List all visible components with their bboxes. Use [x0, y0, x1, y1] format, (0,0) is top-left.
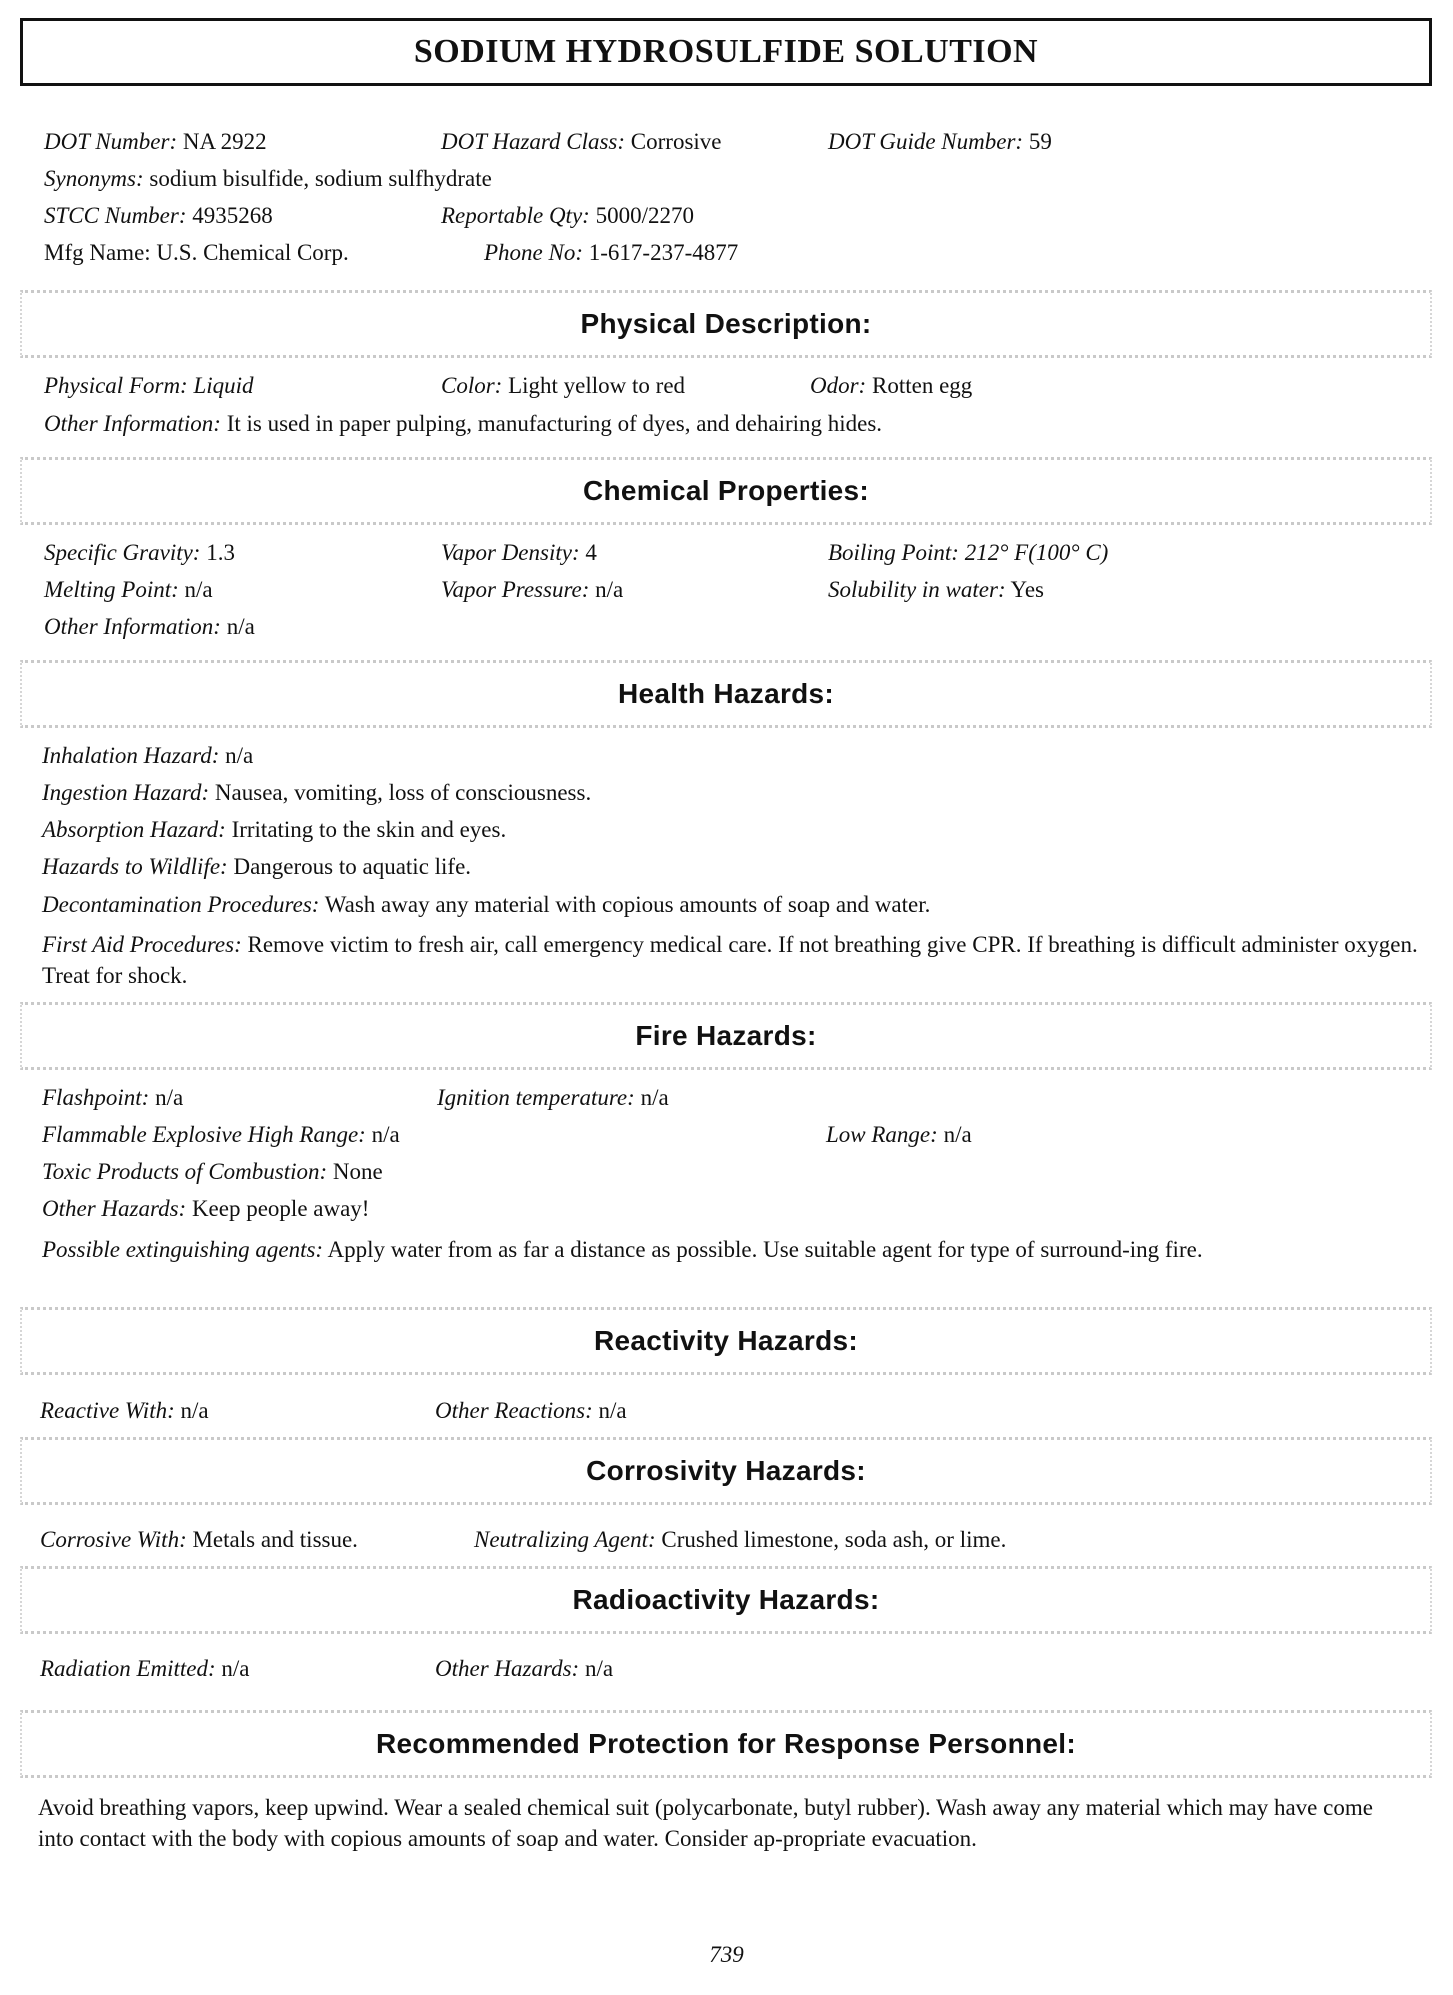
page-title: SODIUM HYDROSULFIDE SOLUTION [413, 33, 1039, 70]
radioactivity-other-hazards-value: n/a [579, 1656, 614, 1681]
dot-guide-number-label: DOT Guide Number: [828, 129, 1024, 154]
phone [484, 239, 738, 267]
neutralizing-agent-value: Crushed limestone, soda ash, or lime. [655, 1527, 1007, 1552]
absorption-hazard [42, 816, 506, 844]
extinguishing-agents-value: Apply water from as far a distance as possible. Use suitable agent for type of surround-ing fire. [323, 1237, 1203, 1262]
toxic-products-value: None [327, 1159, 383, 1184]
toxic-products [42, 1158, 383, 1186]
neutralizing-agent-label: Neutralizing Agent: [474, 1527, 656, 1552]
protection-heading: Recommended Protection for Response Personnel: [376, 1728, 1076, 1759]
flammable-high-range [42, 1121, 400, 1149]
absorption-hazard-value: Irritating to the skin and eyes. [225, 817, 507, 842]
health-hazards-heading: Health Hazards: [617, 678, 835, 709]
physical-other-info-label: Other Information: [44, 411, 221, 436]
chemical-properties-band [20, 457, 1432, 525]
reactivity-hazards-band [20, 1307, 1432, 1375]
specific-gravity [44, 539, 235, 567]
flashpoint-label: Flashpoint: [42, 1085, 150, 1110]
solubility [828, 576, 1044, 604]
melting-point-label: Melting Point: [44, 577, 179, 602]
mfg-name [44, 239, 349, 267]
odor [810, 372, 972, 400]
first-aid-value: Remove victim to fresh air, call emergency medical care. If not breathing give CPR. If breathing is difficult administer oxygen. Treat for shock. [42, 932, 1418, 988]
physical-form [44, 372, 254, 400]
melting-point [44, 576, 213, 604]
health-hazards-band [20, 660, 1432, 728]
vapor-density-value: 4 [579, 540, 597, 565]
inhalation-hazard-value: n/a [219, 743, 254, 768]
inhalation-hazard [42, 742, 253, 770]
physical-other-info [44, 410, 882, 438]
phone-value: 1-617-237-4877 [583, 240, 739, 265]
physical-description-heading: Physical Description: [580, 308, 872, 339]
corrosivity-hazards-heading: Corrosivity Hazards: [586, 1455, 866, 1486]
dot-number [44, 128, 267, 156]
ignition-temperature-value: n/a [634, 1085, 669, 1110]
neutralizing-agent [474, 1526, 1006, 1554]
boiling-point-label: Boiling Point: 212° F(100° C) [828, 540, 1109, 565]
specific-gravity-value: 1.3 [200, 540, 235, 565]
specific-gravity-label: Specific Gravity: [44, 540, 201, 565]
radiation-emitted-value: n/a [215, 1656, 250, 1681]
color-value: Light yellow to red [502, 373, 686, 398]
low-range-value: n/a [937, 1122, 972, 1147]
synonyms-label: Synonyms: [44, 166, 144, 191]
reactive-with [40, 1397, 209, 1425]
title-box [20, 18, 1432, 86]
flashpoint [42, 1084, 183, 1112]
ingestion-hazard [42, 779, 591, 807]
corrosive-with-label: Corrosive With: [40, 1527, 187, 1552]
chemical-other-info [44, 613, 255, 641]
chemical-other-info-label: Other Information: [44, 614, 221, 639]
vapor-pressure-label: Vapor Pressure: [441, 577, 590, 602]
dot-hazard-class [441, 128, 722, 156]
corrosive-with [40, 1526, 358, 1554]
absorption-hazard-label: Absorption Hazard: [42, 817, 226, 842]
page-number: 739 [709, 1942, 744, 1967]
chemical-other-info-value: n/a [220, 614, 255, 639]
dot-guide-number [828, 128, 1052, 156]
other-fire-hazards [42, 1195, 369, 1223]
ingestion-hazard-value: Nausea, vomiting, loss of consciousness. [209, 780, 592, 805]
phone-label: Phone No: [484, 240, 584, 265]
reportable-qty-label: Reportable Qty: [441, 203, 590, 228]
decontamination-value: Wash away any material with copious amounts of soap and water. [319, 892, 931, 917]
dot-guide-number-value: 59 [1023, 129, 1052, 154]
boiling-point [828, 539, 1108, 567]
extinguishing-agents [42, 1234, 1422, 1265]
synonyms-value: sodium bisulfide, sodium sulfhydrate [143, 166, 492, 191]
radiation-emitted [40, 1655, 250, 1683]
corrosivity-hazards-band [20, 1437, 1432, 1505]
reportable-qty [441, 202, 694, 230]
other-reactions-value: n/a [592, 1398, 627, 1423]
solubility-label: Solubility in water: [828, 577, 1006, 602]
vapor-density-label: Vapor Density: [441, 540, 580, 565]
ignition-temperature [437, 1084, 669, 1112]
radioactivity-other-hazards [435, 1655, 613, 1683]
corrosive-with-value: Metals and tissue. [186, 1527, 358, 1552]
physical-other-info-value: It is used in paper pulping, manufacturing of dyes, and dehairing hides. [220, 411, 883, 436]
extinguishing-agents-label: Possible extinguishing agents: [42, 1237, 324, 1262]
melting-point-value: n/a [178, 577, 213, 602]
synonyms [44, 165, 492, 193]
other-reactions-label: Other Reactions: [435, 1398, 593, 1423]
stcc-number-value: 4935268 [186, 203, 273, 228]
dot-hazard-class-label: DOT Hazard Class: [441, 129, 626, 154]
wildlife-hazard-value: Dangerous to aquatic life. [227, 854, 472, 879]
radiation-emitted-label: Radiation Emitted: [40, 1656, 216, 1681]
solubility-value: Yes [1005, 577, 1044, 602]
odor-value: Rotten egg [866, 373, 973, 398]
inhalation-hazard-label: Inhalation Hazard: [42, 743, 220, 768]
mfg-name-value: Mfg Name: U.S. Chemical Corp. [44, 240, 349, 265]
reactivity-hazards-heading: Reactivity Hazards: [593, 1325, 859, 1356]
color-label: Color: [441, 373, 503, 398]
physical-form-label: Physical Form: Liquid [44, 373, 254, 398]
vapor-density [441, 539, 597, 567]
dot-hazard-class-value: Corrosive [625, 129, 722, 154]
protection-band [20, 1710, 1432, 1778]
wildlife-hazard [42, 853, 471, 881]
physical-description-band [20, 290, 1432, 358]
stcc-number-label: STCC Number: [44, 203, 187, 228]
decontamination [42, 891, 930, 919]
fire-hazards-heading: Fire Hazards: [635, 1020, 817, 1051]
first-aid-label: First Aid Procedures: [42, 932, 242, 957]
dot-number-label: DOT Number: [44, 129, 178, 154]
decontamination-label: Decontamination Procedures: [42, 892, 320, 917]
radioactivity-other-hazards-label: Other Hazards: [435, 1656, 580, 1681]
low-range [826, 1121, 972, 1149]
radioactivity-hazards-heading: Radioactivity Hazards: [572, 1584, 880, 1615]
wildlife-hazard-label: Hazards to Wildlife: [42, 854, 228, 879]
chemical-properties-heading: Chemical Properties: [582, 475, 870, 506]
first-aid [42, 929, 1422, 991]
other-fire-hazards-label: Other Hazards: [42, 1196, 187, 1221]
color [441, 372, 685, 400]
flammable-high-range-label: Flammable Explosive High Range: [42, 1122, 366, 1147]
vapor-pressure-value: n/a [589, 577, 624, 602]
other-reactions [435, 1397, 627, 1425]
reactive-with-value: n/a [174, 1398, 209, 1423]
ignition-temperature-label: Ignition temperature: [437, 1085, 635, 1110]
protection-text: Avoid breathing vapors, keep upwind. Wear a sealed chemical suit (polycarbonate, butyl rubber). Wash away any material which may have come into contact with the body with copious amounts of soap and water. Consider ap-propriate evacuation. [38, 1795, 1373, 1851]
flammable-high-range-value: n/a [365, 1122, 400, 1147]
dot-number-value: NA 2922 [177, 129, 267, 154]
reactive-with-label: Reactive With: [40, 1398, 175, 1423]
toxic-products-label: Toxic Products of Combustion: [42, 1159, 328, 1184]
odor-label: Odor: [810, 373, 867, 398]
other-fire-hazards-value: Keep people away! [186, 1196, 370, 1221]
ingestion-hazard-label: Ingestion Hazard: [42, 780, 210, 805]
reportable-qty-value: 5000/2270 [589, 203, 694, 228]
radioactivity-hazards-band [20, 1566, 1432, 1634]
low-range-label: Low Range: [826, 1122, 938, 1147]
flashpoint-value: n/a [149, 1085, 184, 1110]
vapor-pressure [441, 576, 623, 604]
fire-hazards-band [20, 1002, 1432, 1070]
stcc-number [44, 202, 273, 230]
